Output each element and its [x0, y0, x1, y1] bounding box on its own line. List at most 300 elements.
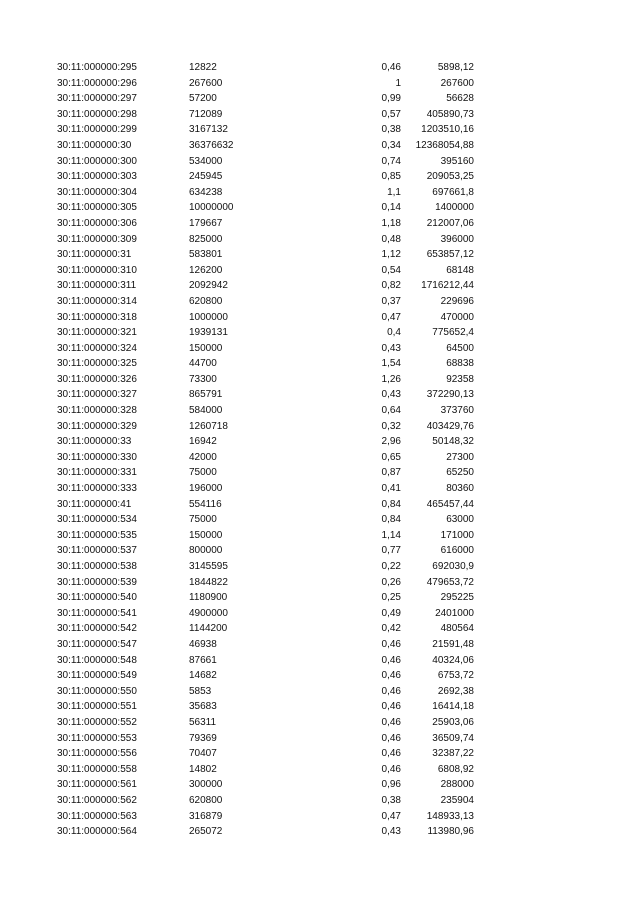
spacer-cell — [299, 154, 369, 170]
value-cell: 825000 — [189, 233, 223, 245]
data-table — [57, 60, 474, 840]
result-cell: 25903,06 — [432, 716, 474, 728]
spacer-cell — [299, 793, 369, 809]
result-cell: 775652,4 — [432, 327, 474, 339]
result-cell: 692030,9 — [432, 561, 474, 572]
table-row — [57, 232, 474, 248]
value-cell: 150000 — [189, 529, 223, 541]
coefficient-cell: 0,46 — [381, 732, 401, 744]
cadastral-number-cell: 30:11:000000:563 — [57, 810, 137, 822]
spacer-cell — [299, 325, 369, 341]
coefficient-cell: 0,46 — [381, 716, 401, 728]
cadastral-number-cell: 30:11:000000:318 — [57, 311, 137, 323]
spacer-cell — [299, 824, 369, 840]
value-cell: 584000 — [189, 405, 223, 417]
coefficient-cell: 0,46 — [381, 638, 401, 650]
cadastral-number-cell: 30:11:000000:549 — [57, 670, 137, 682]
coefficient-cell: 0,26 — [381, 576, 401, 588]
value-cell: 534000 — [189, 155, 223, 167]
value-cell: 300000 — [189, 779, 223, 791]
cadastral-number-cell: 30:11:000000:551 — [57, 701, 137, 713]
value-cell: 1844822 — [189, 576, 228, 588]
spacer-cell — [299, 216, 369, 232]
value-cell: 267600 — [189, 77, 223, 89]
value-cell: 620800 — [189, 295, 223, 307]
result-cell: 63000 — [446, 514, 474, 526]
spacer-cell — [299, 169, 369, 185]
result-cell: 50148,32 — [432, 436, 474, 448]
table-row — [57, 481, 474, 497]
value-cell: 70407 — [189, 748, 217, 760]
value-cell: 2092942 — [189, 280, 228, 292]
value-cell: 35683 — [189, 701, 217, 713]
result-cell: 92358 — [446, 373, 474, 385]
coefficient-cell: 0,43 — [381, 826, 401, 838]
result-cell: 32387,22 — [432, 748, 474, 760]
spacer-cell — [299, 310, 369, 326]
result-cell: 697661,8 — [432, 186, 474, 198]
table-row — [57, 684, 474, 700]
coefficient-cell: 1 — [395, 77, 401, 89]
result-cell: 653857,12 — [426, 249, 474, 261]
result-cell: 12368054,88 — [415, 139, 474, 151]
coefficient-cell: 0,46 — [381, 62, 401, 73]
spacer-cell — [299, 590, 369, 606]
table-row — [57, 621, 474, 637]
value-cell: 44700 — [189, 358, 217, 370]
spacer-cell — [299, 559, 369, 575]
spacer-cell — [299, 232, 369, 248]
coefficient-cell: 0,46 — [381, 748, 401, 760]
value-cell: 620800 — [189, 794, 223, 806]
cadastral-number-cell: 30:11:000000:300 — [57, 155, 137, 167]
value-cell: 79369 — [189, 732, 217, 744]
coefficient-cell: 0,82 — [381, 280, 401, 292]
cadastral-number-cell: 30:11:000000:306 — [57, 217, 137, 229]
cadastral-number-cell: 30:11:000000:535 — [57, 529, 137, 541]
cadastral-number-cell: 30:11:000000:303 — [57, 171, 137, 183]
result-cell: 403429,76 — [426, 420, 474, 432]
spacer-cell — [299, 497, 369, 513]
value-cell: 634238 — [189, 186, 223, 198]
table-row — [57, 122, 474, 138]
cadastral-number-cell: 30:11:000000:539 — [57, 576, 137, 588]
result-cell: 479653,72 — [426, 576, 474, 588]
value-cell: 3145595 — [189, 561, 228, 572]
coefficient-cell: 1,12 — [381, 249, 401, 261]
coefficient-cell: 0,43 — [381, 389, 401, 401]
spacer-cell — [299, 809, 369, 825]
table-row — [57, 434, 474, 450]
cadastral-number-cell: 30:11:000000:547 — [57, 638, 137, 650]
result-cell: 288000 — [440, 779, 474, 791]
cadastral-number-cell: 30:11:000000:562 — [57, 794, 137, 806]
coefficient-cell: 1,26 — [381, 373, 401, 385]
cadastral-number-cell: 30:11:000000:553 — [57, 732, 137, 744]
cadastral-number-cell: 30:11:000000:330 — [57, 451, 137, 463]
spacer-cell — [299, 668, 369, 684]
spacer-cell — [299, 699, 369, 715]
coefficient-cell: 0,46 — [381, 701, 401, 713]
result-cell: 6808,92 — [437, 763, 474, 775]
result-cell: 229696 — [440, 295, 474, 307]
cadastral-number-cell: 30:11:000000:328 — [57, 405, 137, 417]
coefficient-cell: 0,47 — [381, 311, 401, 323]
spacer-cell — [299, 450, 369, 466]
result-cell: 267600 — [440, 77, 474, 89]
table-row — [57, 107, 474, 123]
result-cell: 68148 — [446, 264, 474, 276]
table-row — [57, 372, 474, 388]
result-cell: 616000 — [440, 545, 474, 557]
coefficient-cell: 0,43 — [381, 342, 401, 354]
result-cell: 396000 — [440, 233, 474, 245]
value-cell: 554116 — [189, 498, 222, 510]
table-row — [57, 76, 474, 92]
result-cell: 40324,06 — [432, 654, 474, 666]
table-row — [57, 138, 474, 154]
spacer-cell — [299, 247, 369, 263]
spacer-cell — [299, 91, 369, 107]
cadastral-number-cell: 30:11:000000:314 — [57, 295, 137, 307]
coefficient-cell: 0,74 — [381, 155, 401, 167]
value-cell: 1000000 — [189, 311, 228, 323]
coefficient-cell: 0,96 — [381, 779, 401, 791]
value-cell: 316879 — [189, 810, 223, 822]
table-row — [57, 341, 474, 357]
table-row — [57, 216, 474, 232]
spacer-cell — [299, 294, 369, 310]
value-cell: 865791 — [189, 389, 223, 401]
cadastral-number-cell: 30:11:000000:33 — [57, 436, 132, 448]
result-cell: 171000 — [440, 529, 474, 541]
result-cell: 36509,74 — [432, 732, 474, 744]
table-row — [57, 247, 474, 263]
cadastral-number-cell: 30:11:000000:550 — [57, 685, 137, 697]
value-cell: 1939131 — [189, 327, 228, 339]
spacer-cell — [299, 512, 369, 528]
spacer-cell — [299, 356, 369, 372]
spacer-cell — [299, 653, 369, 669]
coefficient-cell: 0,84 — [381, 498, 401, 510]
coefficient-cell: 0,87 — [381, 467, 401, 479]
table-row — [57, 653, 474, 669]
cadastral-number-cell: 30:11:000000:305 — [57, 202, 137, 214]
result-cell: 480564 — [440, 623, 474, 635]
table-row — [57, 559, 474, 575]
coefficient-cell: 0,64 — [381, 405, 401, 417]
spacer-cell — [299, 731, 369, 747]
result-cell: 465457,44 — [426, 498, 474, 510]
coefficient-cell: 0,25 — [381, 592, 401, 604]
result-cell: 27300 — [446, 451, 474, 463]
coefficient-cell: 0,84 — [381, 514, 401, 526]
result-cell: 372290,13 — [426, 389, 474, 401]
table-row — [57, 715, 474, 731]
spacer-cell — [299, 185, 369, 201]
coefficient-cell: 0,48 — [381, 233, 401, 245]
spacer-cell — [299, 76, 369, 92]
spacer-cell — [299, 528, 369, 544]
result-cell: 209053,25 — [426, 171, 474, 183]
table-row — [57, 528, 474, 544]
result-cell: 68838 — [446, 358, 474, 370]
value-cell: 150000 — [189, 342, 223, 354]
spacer-cell — [299, 263, 369, 279]
coefficient-cell: 0,46 — [381, 763, 401, 775]
coefficient-cell: 0,54 — [381, 264, 401, 276]
value-cell: 3167132 — [189, 124, 228, 136]
table-row — [57, 278, 474, 294]
table-row — [57, 263, 474, 279]
result-cell: 2401000 — [435, 607, 474, 619]
value-cell: 1180900 — [189, 592, 228, 604]
value-cell: 196000 — [189, 483, 223, 495]
spacer-cell — [299, 278, 369, 294]
spacer-cell — [299, 434, 369, 450]
cadastral-number-cell: 30:11:000000:304 — [57, 186, 137, 198]
table-row — [57, 185, 474, 201]
result-cell: 1716212,44 — [421, 280, 474, 292]
value-cell: 14802 — [189, 763, 217, 775]
spacer-cell — [299, 122, 369, 138]
coefficient-cell: 0,42 — [381, 623, 401, 635]
table-row — [57, 824, 474, 840]
value-cell: 179667 — [189, 217, 223, 229]
coefficient-cell: 0,46 — [381, 670, 401, 682]
spacer-cell — [299, 621, 369, 637]
cadastral-number-cell: 30:11:000000:324 — [57, 342, 137, 354]
value-cell: 14682 — [189, 670, 217, 682]
value-cell: 57200 — [189, 93, 217, 105]
cadastral-number-cell: 30:11:000000:296 — [57, 77, 137, 89]
coefficient-cell: 0,47 — [381, 810, 401, 822]
cadastral-number-cell: 30:11:000000:534 — [57, 514, 137, 526]
spacer-cell — [299, 403, 369, 419]
spacer-cell — [299, 372, 369, 388]
value-cell: 87661 — [189, 654, 217, 666]
table-row — [57, 762, 474, 778]
value-cell: 12822 — [189, 62, 217, 73]
coefficient-cell: 0,32 — [381, 420, 401, 432]
table-row — [57, 387, 474, 403]
table-row — [57, 809, 474, 825]
cadastral-number-cell: 30:11:000000:538 — [57, 561, 137, 572]
value-cell: 75000 — [189, 467, 217, 479]
spacer-cell — [299, 777, 369, 793]
result-cell: 470000 — [440, 311, 474, 323]
result-cell: 64500 — [446, 342, 474, 354]
table-row — [57, 419, 474, 435]
spacer-cell — [299, 715, 369, 731]
cadastral-number-cell: 30:11:000000:327 — [57, 389, 137, 401]
spacer-cell — [299, 341, 369, 357]
table-row — [57, 200, 474, 216]
value-cell: 46938 — [189, 638, 217, 650]
table-row — [57, 731, 474, 747]
result-cell: 5898,12 — [437, 62, 474, 73]
cadastral-number-cell: 30:11:000000:295 — [57, 62, 137, 73]
value-cell: 1260718 — [189, 420, 228, 432]
table-row — [57, 590, 474, 606]
result-cell: 212007,06 — [426, 217, 474, 229]
table-row — [57, 310, 474, 326]
coefficient-cell: 0,65 — [381, 451, 401, 463]
coefficient-cell: 0,14 — [381, 202, 401, 214]
coefficient-cell: 2,96 — [381, 436, 401, 448]
table-row — [57, 637, 474, 653]
cadastral-number-cell: 30:11:000000:564 — [57, 826, 137, 838]
table-row — [57, 746, 474, 762]
result-cell: 295225 — [440, 592, 474, 604]
spacer-cell — [299, 762, 369, 778]
coefficient-cell: 0,37 — [381, 295, 401, 307]
cadastral-number-cell: 30:11:000000:325 — [57, 358, 137, 370]
coefficient-cell: 1,54 — [381, 358, 401, 370]
table-row — [57, 497, 474, 513]
value-cell: 800000 — [189, 545, 223, 557]
cadastral-number-cell: 30:11:000000:41 — [57, 498, 132, 510]
coefficient-cell: 0,38 — [381, 794, 401, 806]
cadastral-number-cell: 30:11:000000:541 — [57, 607, 137, 619]
coefficient-cell: 0,85 — [381, 171, 401, 183]
coefficient-cell: 0,99 — [381, 93, 401, 105]
table-row — [57, 356, 474, 372]
table-row — [57, 403, 474, 419]
spacer-cell — [299, 419, 369, 435]
cadastral-number-cell: 30:11:000000:297 — [57, 93, 137, 105]
value-cell: 42000 — [189, 451, 217, 463]
spacer-cell — [299, 637, 369, 653]
result-cell: 395160 — [440, 155, 474, 167]
value-cell: 245945 — [189, 171, 223, 183]
value-cell: 712089 — [189, 108, 223, 120]
spacer-cell — [299, 465, 369, 481]
coefficient-cell: 0,38 — [381, 124, 401, 136]
table-row — [57, 450, 474, 466]
cadastral-number-cell: 30:11:000000:298 — [57, 108, 137, 120]
cadastral-number-cell: 30:11:000000:30 — [57, 139, 132, 151]
value-cell: 56311 — [189, 716, 217, 728]
value-cell: 126200 — [189, 264, 223, 276]
table-row — [57, 543, 474, 559]
table-row — [57, 575, 474, 591]
value-cell: 10000000 — [189, 202, 234, 214]
cadastral-number-cell: 30:11:000000:331 — [57, 467, 137, 479]
result-cell: 405890,73 — [426, 108, 474, 120]
spacer-cell — [299, 606, 369, 622]
cadastral-number-cell: 30:11:000000:556 — [57, 748, 137, 760]
result-cell: 148933,13 — [426, 810, 474, 822]
cadastral-number-cell: 30:11:000000:548 — [57, 654, 137, 666]
spacer-cell — [299, 481, 369, 497]
value-cell: 73300 — [189, 373, 217, 385]
table-body — [57, 60, 474, 840]
coefficient-cell: 0,41 — [381, 483, 401, 495]
cadastral-number-cell: 30:11:000000:542 — [57, 623, 137, 635]
coefficient-cell: 1,18 — [381, 217, 401, 229]
coefficient-cell: 0,4 — [387, 327, 401, 339]
table-row — [57, 512, 474, 528]
coefficient-cell: 0,22 — [381, 561, 401, 572]
coefficient-cell: 0,34 — [381, 139, 401, 151]
result-cell: 56628 — [446, 93, 474, 105]
table-row — [57, 465, 474, 481]
table-row — [57, 325, 474, 341]
coefficient-cell: 0,57 — [381, 108, 401, 120]
spacer-cell — [299, 107, 369, 123]
table-row — [57, 668, 474, 684]
result-cell: 65250 — [446, 467, 474, 479]
cadastral-number-cell: 30:11:000000:299 — [57, 124, 137, 136]
cadastral-number-cell: 30:11:000000:311 — [57, 280, 137, 292]
table-row — [57, 777, 474, 793]
cadastral-number-cell: 30:11:000000:310 — [57, 264, 137, 276]
cadastral-number-cell: 30:11:000000:558 — [57, 763, 137, 775]
value-cell: 583801 — [189, 249, 223, 261]
spacer-cell — [299, 387, 369, 403]
cadastral-number-cell: 30:11:000000:561 — [57, 779, 137, 791]
value-cell: 75000 — [189, 514, 217, 526]
table-row — [57, 606, 474, 622]
spacer-cell — [299, 60, 369, 76]
spacer-cell — [299, 684, 369, 700]
spacer-cell — [299, 138, 369, 154]
cadastral-number-cell: 30:11:000000:333 — [57, 483, 137, 495]
cadastral-number-cell: 30:11:000000:537 — [57, 545, 137, 557]
spacer-cell — [299, 543, 369, 559]
coefficient-cell: 0,49 — [381, 607, 401, 619]
coefficient-cell: 0,46 — [381, 685, 401, 697]
table-row — [57, 793, 474, 809]
coefficient-cell: 0,77 — [381, 545, 401, 557]
cadastral-number-cell: 30:11:000000:31 — [57, 249, 132, 261]
value-cell: 265072 — [189, 826, 223, 838]
cadastral-number-cell: 30:11:000000:321 — [57, 327, 137, 339]
result-cell: 235904 — [440, 794, 474, 806]
coefficient-cell: 0,46 — [381, 654, 401, 666]
table-row — [57, 60, 474, 76]
result-cell: 1400000 — [435, 202, 474, 214]
table-row — [57, 169, 474, 185]
spacer-cell — [299, 746, 369, 762]
coefficient-cell: 1,14 — [381, 529, 401, 541]
table-row — [57, 699, 474, 715]
table-row — [57, 294, 474, 310]
coefficient-cell: 1,1 — [387, 186, 401, 198]
result-cell: 113980,96 — [427, 826, 474, 838]
value-cell: 36376632 — [189, 139, 234, 151]
result-cell: 373760 — [440, 405, 474, 417]
result-cell: 21591,48 — [432, 638, 474, 650]
spacer-cell — [299, 575, 369, 591]
table-row — [57, 91, 474, 107]
value-cell: 16942 — [189, 436, 217, 448]
spacer-cell — [299, 200, 369, 216]
result-cell: 2692,38 — [437, 685, 474, 697]
cadastral-number-cell: 30:11:000000:309 — [57, 233, 137, 245]
table-row — [57, 154, 474, 170]
cadastral-number-cell: 30:11:000000:552 — [57, 716, 137, 728]
value-cell: 1144200 — [189, 623, 228, 635]
cadastral-number-cell: 30:11:000000:329 — [57, 420, 137, 432]
result-cell: 1203510,16 — [421, 124, 474, 136]
value-cell: 4900000 — [189, 607, 228, 619]
cadastral-number-cell: 30:11:000000:326 — [57, 373, 137, 385]
result-cell: 6753,72 — [437, 670, 474, 682]
result-cell: 80360 — [446, 483, 474, 495]
value-cell: 5853 — [189, 685, 212, 697]
